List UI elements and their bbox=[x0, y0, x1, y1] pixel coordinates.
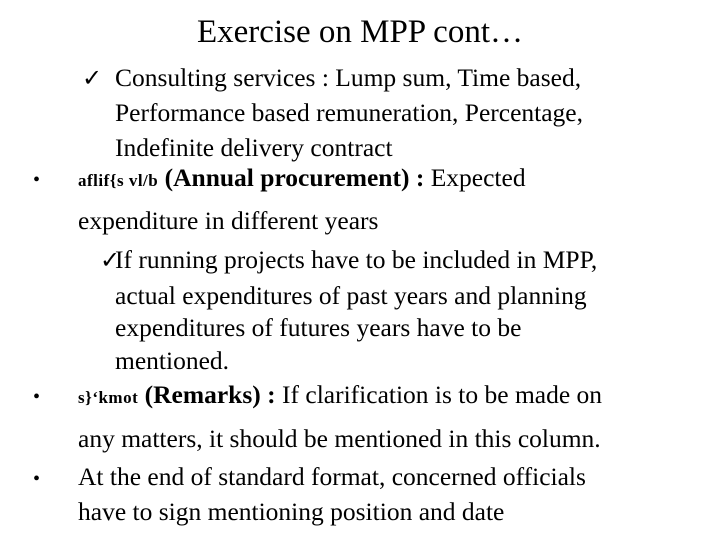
annual-procurement-label: (Annual procurement) : bbox=[164, 163, 425, 192]
remarks-line bbox=[78, 380, 602, 413]
remarks-continuation: any matters, it should be mentioned in this column. bbox=[78, 424, 601, 453]
signature-line-2: have to sign mentioning position and date bbox=[78, 497, 505, 526]
running-projects-line-3: expenditures of futures years have to be bbox=[115, 313, 522, 342]
bullet-icon: • bbox=[33, 386, 41, 408]
running-projects-line-1: If running projects have to be included in MPP, bbox=[115, 245, 598, 274]
consulting-line-2: Performance based remuneration, Percentage, bbox=[115, 98, 583, 127]
annual-procurement-text: Expected bbox=[424, 163, 526, 192]
annual-procurement-continuation: expenditure in different years bbox=[78, 206, 379, 235]
bullet-icon: • bbox=[33, 169, 41, 191]
checkmark-icon: ✓ bbox=[82, 64, 103, 92]
checkmark-icon: ✓ bbox=[100, 246, 121, 274]
consulting-line-3: Indefinite delivery contract bbox=[115, 133, 393, 162]
annual-procurement-line bbox=[78, 163, 526, 196]
consulting-line-1: Consulting services : Lump sum, Time based, bbox=[115, 63, 582, 92]
nepali-term-annual: aflif{s vl/b bbox=[78, 171, 159, 190]
running-projects-line-4: mentioned. bbox=[115, 346, 230, 375]
bullet-icon: • bbox=[33, 468, 41, 490]
running-projects-line-2: actual expenditures of past years and planning bbox=[115, 281, 587, 310]
remarks-label: (Remarks) : bbox=[144, 380, 276, 409]
remarks-text: If clarification is to be made on bbox=[275, 380, 603, 409]
signature-line-1: At the end of standard format, concerned officials bbox=[78, 462, 586, 491]
slide-title: Exercise on MPP cont… bbox=[197, 14, 523, 50]
nepali-term-remarks: s}‘kmot bbox=[78, 388, 139, 407]
